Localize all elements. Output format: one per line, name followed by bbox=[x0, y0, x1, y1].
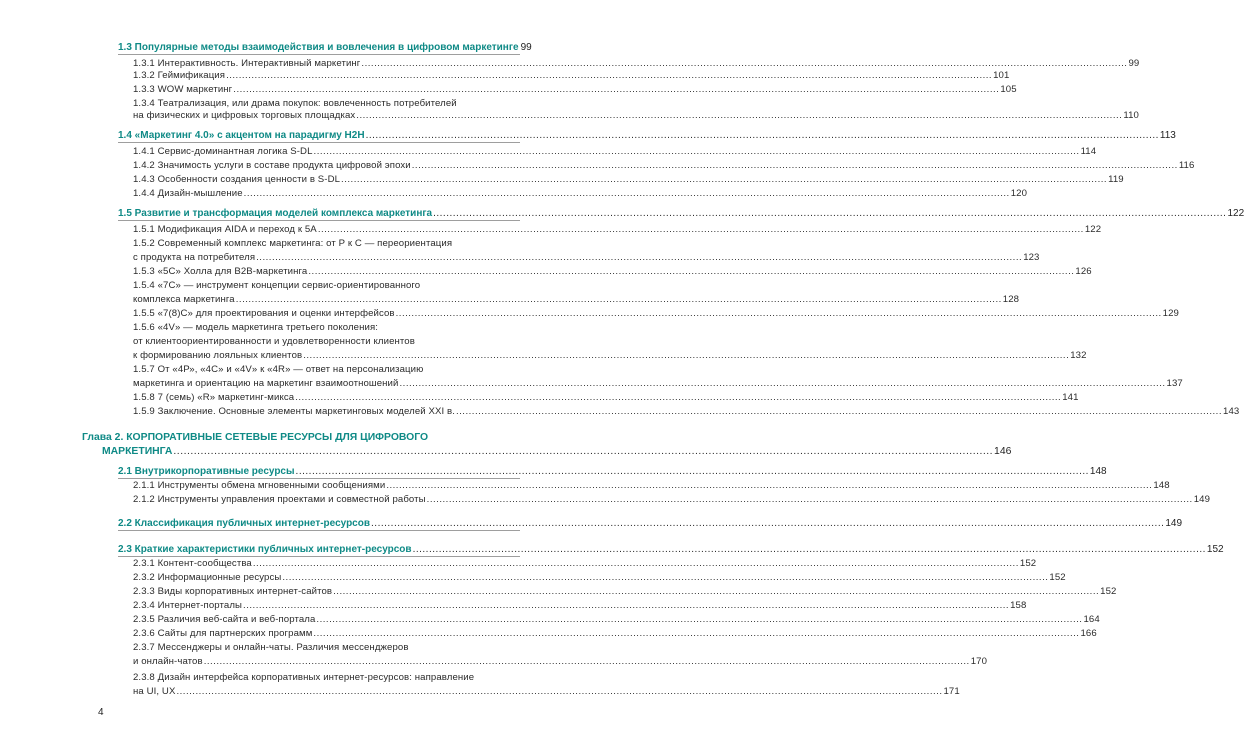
toc-subsection bbox=[133, 173, 1124, 186]
toc-subsection bbox=[133, 159, 1195, 172]
section-underline bbox=[118, 54, 520, 55]
dot-leader bbox=[226, 69, 992, 82]
dot-leader bbox=[244, 187, 1010, 200]
toc-subsection bbox=[133, 109, 1139, 122]
toc-subsection bbox=[133, 493, 1211, 506]
dot-leader bbox=[433, 207, 1226, 220]
toc-entry-title: на физических и цифровых торговых площадках bbox=[133, 110, 356, 121]
toc-entry-title: 1.5.3 «5С» Холла для B2B-маркетинга bbox=[133, 266, 308, 277]
toc-entry-title: к формированию лояльных клиентов bbox=[133, 350, 303, 361]
toc-entry-page: 143 bbox=[1223, 406, 1240, 417]
toc-entry-page: 148 bbox=[1089, 466, 1107, 477]
toc-entry-page: 120 bbox=[1010, 188, 1028, 199]
toc-entry-title: 1.4.1 Сервис-доминантная логика S-DL bbox=[133, 146, 313, 157]
dot-leader bbox=[282, 571, 1048, 584]
dot-leader bbox=[295, 391, 1061, 404]
section-underline bbox=[118, 142, 520, 143]
toc-subsection bbox=[133, 571, 1066, 584]
toc-entry-page: 149 bbox=[1165, 518, 1183, 529]
toc-entry-title: 1.5.2 Современный комплекс маркетинга: от Р к С — переориентация bbox=[133, 238, 453, 249]
toc-entry-page: 166 bbox=[1080, 628, 1097, 639]
dot-leader bbox=[176, 685, 942, 698]
toc-entry-title: 2.3.1 Контент-сообщества bbox=[133, 558, 252, 569]
toc-entry-title: 2.3.2 Информационные ресурсы bbox=[133, 572, 282, 583]
toc-entry-page: 123 bbox=[1023, 252, 1040, 263]
dot-leader bbox=[296, 465, 1089, 478]
toc-entry-page: 152 bbox=[1100, 586, 1117, 597]
dot-leader bbox=[333, 585, 1099, 598]
dot-leader bbox=[456, 405, 1222, 418]
dot-leader bbox=[399, 377, 1165, 390]
toc-subsection bbox=[133, 265, 1092, 278]
toc-entry-title: 1.4.3 Особенности создания ценности в S-DL bbox=[133, 174, 341, 185]
toc-entry-title: 2.3.3 Виды корпоративных интернет-сайтов bbox=[133, 586, 333, 597]
toc-entry-page: 122 bbox=[1084, 224, 1102, 235]
toc-subsection bbox=[133, 187, 1028, 200]
toc-entry-page: 146 bbox=[994, 446, 1012, 457]
toc-subsection bbox=[133, 293, 1020, 306]
toc-entry-page: 170 bbox=[970, 656, 988, 667]
dot-leader bbox=[313, 627, 1079, 640]
toc-entry-title: 1.5.4 «7С» — инструмент концепции сервис-ориентированного bbox=[133, 280, 421, 291]
toc-entry-title: на UI, UX bbox=[133, 686, 176, 697]
toc-entry-title: 2.3.7 Мессенджеры и онлайн-чаты. Различия мессенджеров bbox=[133, 642, 409, 653]
toc-entry-title: 2.3.5 Различия веб-сайта и веб-портала bbox=[133, 614, 316, 625]
toc-entry-title: 1.3.1 Интерактивность. Интерактивный маркетинг bbox=[133, 58, 361, 69]
toc-subsection bbox=[133, 613, 1100, 626]
toc-entry-page: 99 bbox=[520, 42, 532, 53]
toc-subsection bbox=[133, 251, 1040, 264]
dot-leader bbox=[243, 599, 1009, 612]
toc-subsection bbox=[133, 349, 1087, 362]
toc-entry-title: и онлайн-чатов bbox=[133, 656, 203, 667]
dot-leader bbox=[314, 145, 1080, 158]
dot-leader bbox=[303, 349, 1069, 362]
toc-entry-title: 2.3.6 Сайты для партнерских программ bbox=[133, 628, 313, 639]
toc-entry-page: 152 bbox=[1019, 558, 1037, 569]
dot-leader bbox=[371, 517, 1164, 530]
toc-subsection bbox=[133, 377, 1183, 390]
toc-entry-title: Глава 2. КОРПОРАТИВНЫЕ СЕТЕВЫЕ РЕСУРСЫ ДЛЯ ЦИФРОВОГО bbox=[82, 432, 429, 443]
toc-entry-page: 116 bbox=[1178, 160, 1195, 171]
toc-entry-title: 1.5.1 Модификация AIDA и переход к 5A bbox=[133, 224, 317, 235]
toc-entry-page: 128 bbox=[1002, 294, 1020, 305]
toc-entry-title: 1.5.8 7 (семь) «R» маркетинг-микса bbox=[133, 392, 295, 403]
dot-leader bbox=[413, 543, 1206, 556]
toc-entry-title: 1.3.3 WOW маркетинг bbox=[133, 84, 233, 95]
toc-entry-title: с продукта на потребителя bbox=[133, 252, 256, 263]
toc-subsection bbox=[133, 599, 1027, 612]
toc-entry-title: 2.3.8 Дизайн интерфейса корпоративных интернет-ресурсов: направление bbox=[133, 672, 475, 683]
toc-entry-title: 2.1.1 Инструменты обмена мгновенными сообщениями bbox=[133, 480, 386, 491]
dot-leader bbox=[412, 159, 1178, 172]
toc-entry-page: 129 bbox=[1162, 308, 1179, 319]
dot-leader bbox=[173, 445, 993, 458]
toc-subsection bbox=[133, 655, 988, 668]
dot-leader bbox=[233, 83, 999, 96]
toc-entry-title: 1.4.2 Значимость услуги в составе продукта цифровой эпохи bbox=[133, 160, 411, 171]
toc-entry-page: 171 bbox=[943, 686, 960, 697]
toc-entry-title: от клиентоориентированности и удовлетворенности клиентов bbox=[133, 336, 415, 347]
toc-entry-page: 122 bbox=[1227, 208, 1244, 219]
toc-section bbox=[118, 207, 1244, 220]
toc-subsection bbox=[133, 627, 1097, 640]
dot-leader bbox=[204, 655, 970, 668]
toc-entry-title: 2.2 Классификация публичных интернет-ресурсов bbox=[118, 518, 371, 529]
toc-subsection bbox=[133, 363, 520, 376]
toc-chapter bbox=[102, 445, 1012, 458]
toc-subsection bbox=[133, 641, 520, 654]
toc-subsection bbox=[133, 405, 1240, 418]
toc-entry-page: 126 bbox=[1075, 266, 1092, 277]
toc-subsection bbox=[133, 145, 1097, 158]
toc-subsection bbox=[133, 223, 1102, 236]
toc-subsection bbox=[133, 279, 520, 292]
dot-leader bbox=[386, 479, 1152, 492]
toc-entry-title: маркетинга и ориентацию на маркетинг взаимоотношений bbox=[133, 378, 399, 389]
toc-entry-page: 141 bbox=[1062, 392, 1079, 403]
toc-subsection bbox=[133, 391, 1079, 404]
toc-entry-title: 1.3.4 Театрализация, или драма покупок: вовлеченность потребителей bbox=[133, 98, 457, 109]
toc-section bbox=[118, 517, 1183, 530]
toc-subsection bbox=[133, 321, 520, 334]
toc-entry-title: 1.5 Развитие и трансформация моделей комплекса маркетинга bbox=[118, 208, 433, 219]
toc-subsection bbox=[133, 585, 1117, 598]
toc-subsection bbox=[133, 83, 1017, 96]
toc-entry-title: 2.3 Краткие характеристики публичных интернет-ресурсов bbox=[118, 544, 412, 555]
toc-subsection bbox=[133, 69, 1010, 82]
toc-entry-page: 152 bbox=[1206, 544, 1224, 555]
dot-leader bbox=[396, 307, 1162, 320]
toc-entry-title: 1.5.7 От «4Р», «4С» и «4V» к «4R» — ответ на персонализацию bbox=[133, 364, 424, 375]
toc-entry-page: 149 bbox=[1193, 494, 1211, 505]
toc-subsection bbox=[133, 237, 520, 250]
toc-subsection bbox=[133, 307, 1179, 320]
dot-leader bbox=[341, 173, 1107, 186]
toc-section bbox=[118, 41, 532, 54]
toc-entry-title: 1.5.9 Заключение. Основные элементы маркетинговых моделей XXI в. bbox=[133, 406, 455, 417]
section-underline bbox=[118, 530, 520, 531]
toc-subsection bbox=[133, 685, 960, 698]
toc-entry-page: 132 bbox=[1070, 350, 1087, 361]
dot-leader bbox=[366, 129, 1159, 142]
dot-leader bbox=[256, 251, 1022, 264]
toc-entry-page: 152 bbox=[1049, 572, 1066, 583]
toc-entry-page: 137 bbox=[1166, 378, 1183, 389]
toc-entry-page: 101 bbox=[993, 70, 1010, 81]
dot-leader bbox=[236, 293, 1002, 306]
toc-entry-page: 158 bbox=[1010, 600, 1027, 611]
toc-entry-title: 1.5.5 «7(8)С» для проектирования и оценки интерфейсов bbox=[133, 308, 395, 319]
toc-entry-page: 119 bbox=[1108, 174, 1124, 185]
section-underline bbox=[118, 220, 520, 221]
toc-entry-title: 1.4.4 Дизайн-мышление bbox=[133, 188, 243, 199]
toc-entry-title: 1.3 Популярные методы взаимодействия и вовлечения в цифровом маркетинге bbox=[118, 42, 519, 53]
toc-subsection bbox=[133, 479, 1170, 492]
toc-subsection bbox=[133, 557, 1037, 570]
dot-leader bbox=[308, 265, 1074, 278]
toc-entry-page: 114 bbox=[1080, 146, 1097, 157]
page-number: 4 bbox=[98, 707, 104, 718]
dot-leader bbox=[253, 557, 1019, 570]
dot-leader bbox=[427, 493, 1193, 506]
toc-entry-title: 1.4 «Маркетинг 4.0» с акцентом на парадигму H2H bbox=[118, 130, 365, 141]
toc-entry-title: 2.1.2 Инструменты управления проектами и совместной работы bbox=[133, 494, 426, 505]
toc-entry-title: 1.5.6 «4V» — модель маркетинга третьего поколения: bbox=[133, 322, 379, 333]
toc-section bbox=[118, 129, 1176, 142]
toc-chapter bbox=[82, 431, 520, 444]
toc-entry-page: 110 bbox=[1123, 110, 1139, 121]
dot-leader bbox=[316, 613, 1082, 626]
toc-entry-title: 2.3.4 Интернет-порталы bbox=[133, 600, 243, 611]
toc-entry-title: 1.3.2 Геймификация bbox=[133, 70, 226, 81]
toc-subsection bbox=[133, 335, 520, 348]
dot-leader bbox=[356, 109, 1122, 122]
toc-entry-page: 148 bbox=[1153, 480, 1170, 491]
toc-entry-page: 99 bbox=[1128, 58, 1140, 69]
toc-subsection bbox=[133, 671, 520, 684]
toc-entry-page: 164 bbox=[1083, 614, 1100, 625]
dot-leader bbox=[318, 223, 1084, 236]
toc-section bbox=[118, 543, 1224, 556]
toc-entry-title: комплекса маркетинга bbox=[133, 294, 235, 305]
toc-entry-title: МАРКЕТИНГА bbox=[102, 446, 173, 457]
toc-section bbox=[118, 465, 1107, 478]
toc-entry-title: 2.1 Внутрикорпоративные ресурсы bbox=[118, 466, 295, 477]
toc-entry-page: 105 bbox=[1000, 84, 1017, 95]
toc-entry-page: 113 bbox=[1159, 130, 1176, 141]
